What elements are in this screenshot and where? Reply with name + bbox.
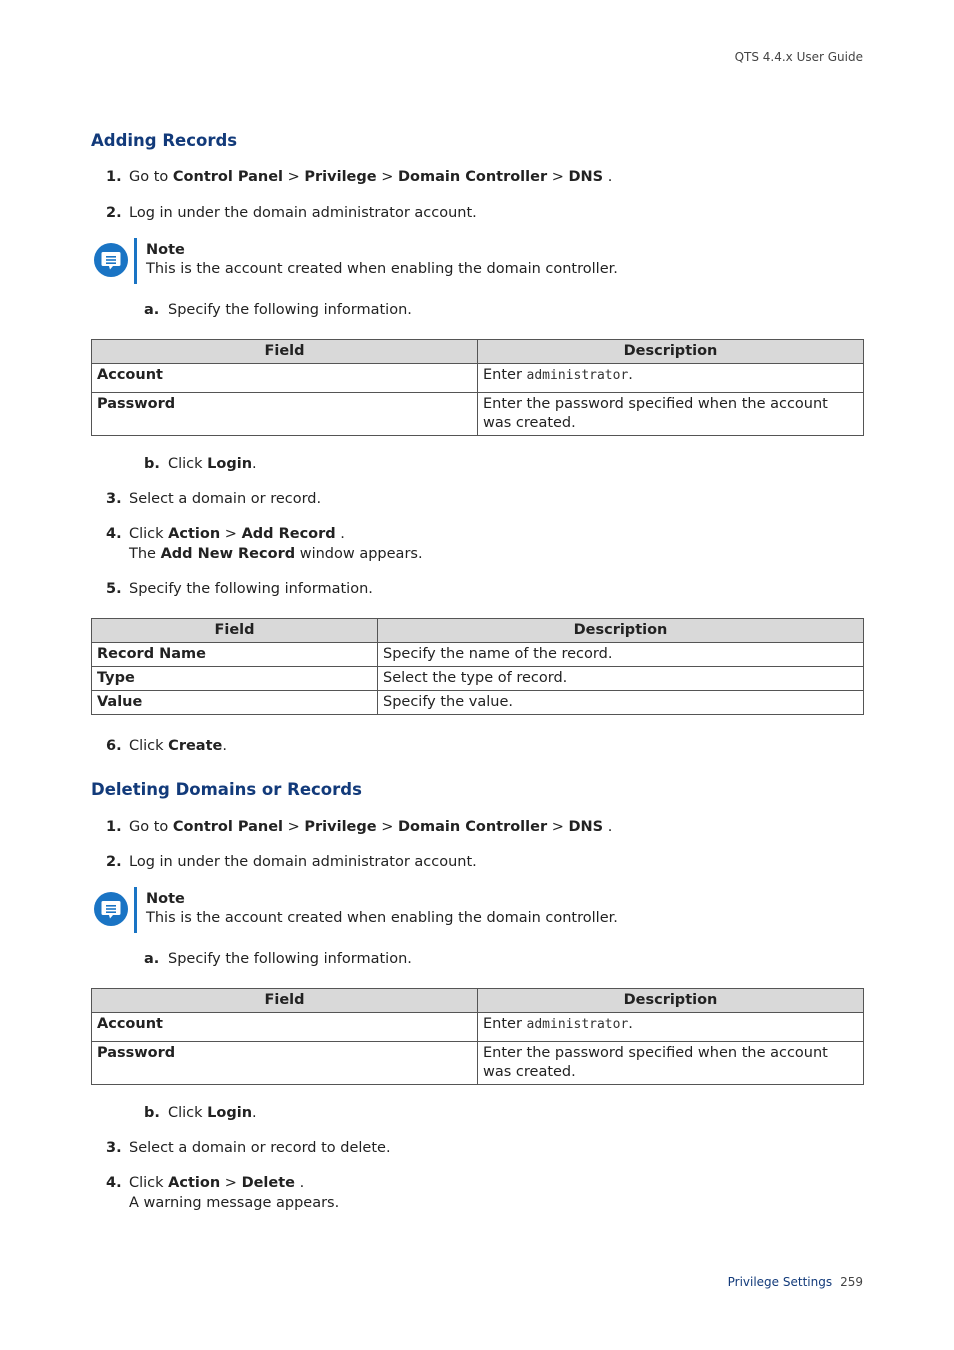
- table-header-row: [92, 340, 864, 364]
- note-bar: [134, 887, 137, 933]
- table-row: [92, 1013, 864, 1042]
- step-5: 5. Specify the following information.: [106, 581, 373, 597]
- record-table: [91, 618, 864, 715]
- substep-b: b. Click Login.: [144, 1105, 257, 1121]
- login-table: [91, 988, 864, 1085]
- cell-description: Specify the value.: [378, 691, 864, 715]
- step-2: 2. Log in under the domain administrator account.: [106, 854, 477, 870]
- substep-a: a. Specify the following information.: [144, 302, 412, 318]
- table-row: [92, 1042, 864, 1085]
- cell-field: Account: [92, 364, 478, 393]
- table-header-row: [92, 989, 864, 1013]
- note-text: This is the account created when enabling the domain controller.: [146, 261, 618, 277]
- step-4: 4. Click Action > Add Record . The Add New Record window appears.: [106, 526, 423, 562]
- column-header-field: Field: [92, 619, 378, 643]
- substep-b: b. Click Login.: [144, 456, 257, 472]
- cell-field: Value: [92, 691, 378, 715]
- table-row: [92, 667, 864, 691]
- table-row: [92, 393, 864, 436]
- note-bar: [134, 238, 137, 284]
- table-row: [92, 691, 864, 715]
- table-header-row: [92, 619, 864, 643]
- note-box: [94, 238, 794, 284]
- footer-section: Privilege Settings: [727, 1275, 833, 1289]
- step-3: 3. Select a domain or record.: [106, 491, 322, 507]
- cell-description: Enter the password specified when the account was created.: [478, 393, 864, 436]
- column-header-field: Field: [92, 340, 478, 364]
- table-row: [92, 643, 864, 667]
- cell-description: Enter the password specified when the account was created.: [478, 1042, 864, 1085]
- note-icon: [94, 892, 128, 926]
- step-1: 1. Go to Control Panel > Privilege > Domain Controller > DNS .: [106, 169, 613, 185]
- page-number: 259: [840, 1275, 863, 1289]
- column-header-field: Field: [92, 989, 478, 1013]
- step-2: 2. Log in under the domain administrator account.: [106, 205, 477, 221]
- note-title: Note: [146, 891, 185, 907]
- cell-field: Record Name: [92, 643, 378, 667]
- column-header-description: Description: [478, 989, 864, 1013]
- cell-field: Type: [92, 667, 378, 691]
- login-table: [91, 339, 864, 436]
- cell-field: Password: [92, 1042, 478, 1085]
- note-icon: [94, 243, 128, 277]
- cell-description: Enter administrator.: [478, 364, 864, 393]
- step-3: 3. Select a domain or record to delete.: [106, 1140, 391, 1156]
- column-header-description: Description: [478, 340, 864, 364]
- table-row: [92, 364, 864, 393]
- note-text: This is the account created when enabling the domain controller.: [146, 910, 618, 926]
- section-title-adding-records: Adding Records: [91, 131, 238, 150]
- substep-a: a. Specify the following information.: [144, 951, 412, 967]
- column-header-description: Description: [378, 619, 864, 643]
- cell-description: Enter administrator.: [478, 1013, 864, 1042]
- note-box: [94, 887, 794, 933]
- cell-field: Password: [92, 393, 478, 436]
- cell-description: Select the type of record.: [378, 667, 864, 691]
- step-4: 4. Click Action > Delete . A warning message appears.: [106, 1175, 340, 1211]
- cell-field: Account: [92, 1013, 478, 1042]
- page-header: QTS 4.4.x User Guide: [734, 50, 863, 64]
- step-6: 6. Click Create.: [106, 738, 227, 754]
- note-title: Note: [146, 242, 185, 258]
- cell-description: Specify the name of the record.: [378, 643, 864, 667]
- page-footer: [728, 1275, 863, 1289]
- step-1: 1. Go to Control Panel > Privilege > Domain Controller > DNS .: [106, 819, 613, 835]
- section-title-deleting: Deleting Domains or Records: [91, 780, 362, 799]
